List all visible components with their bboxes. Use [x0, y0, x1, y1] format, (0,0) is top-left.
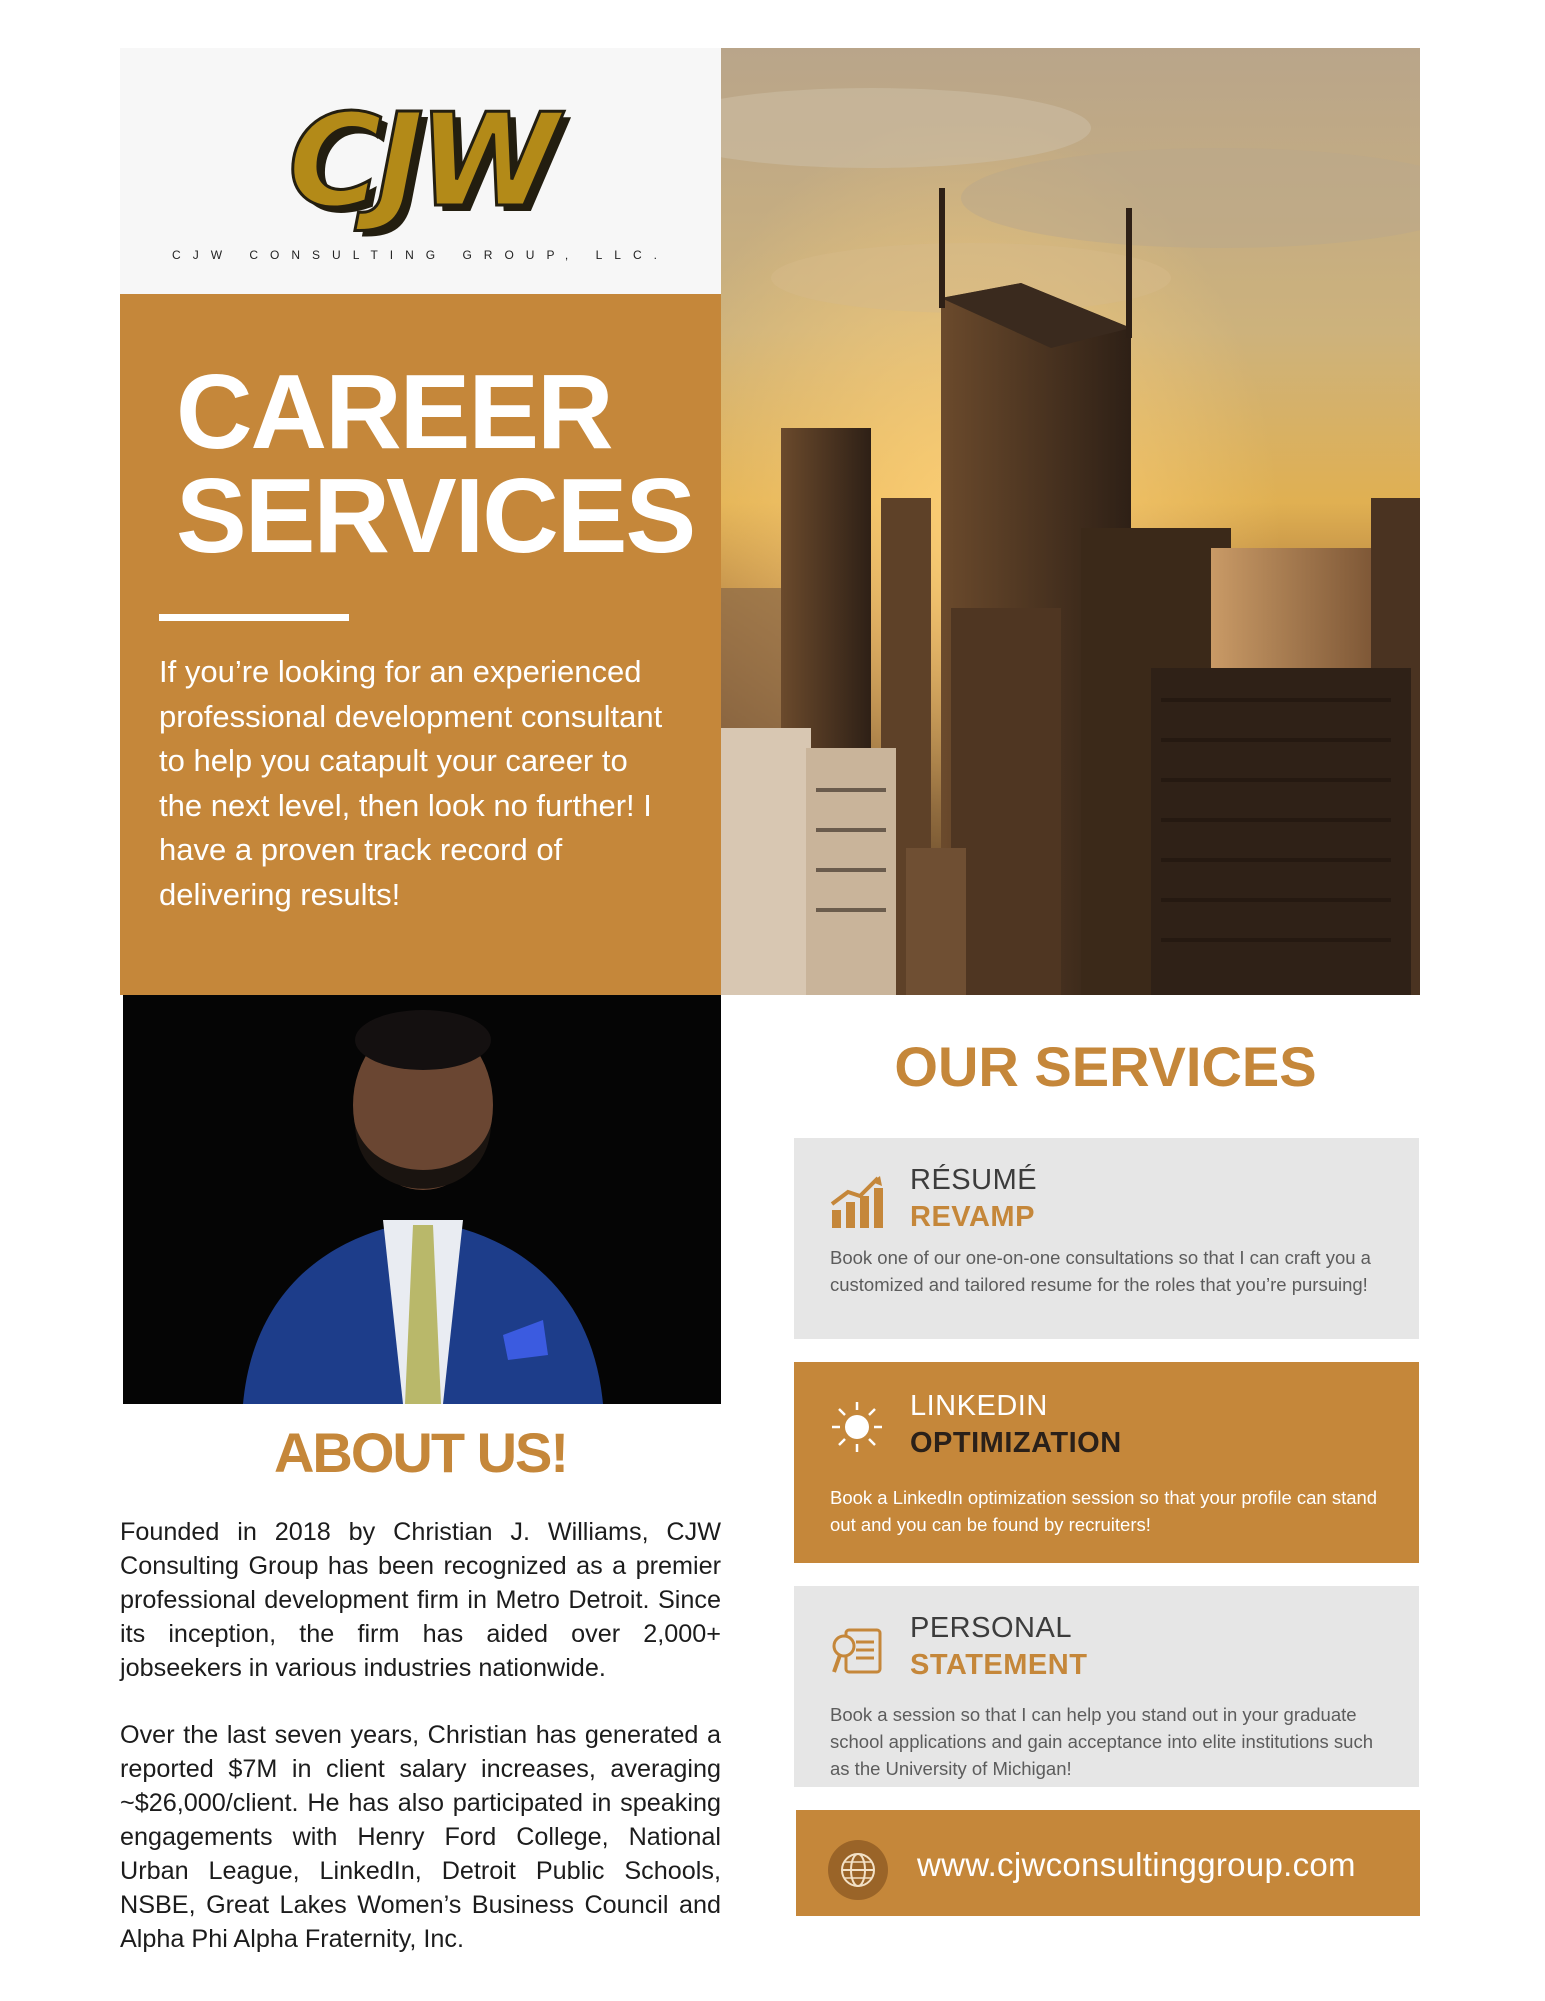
website-link[interactable]: www.cjwconsultinggroup.com: [917, 1846, 1356, 1883]
service-card-linkedin: [794, 1362, 1419, 1563]
sun-icon: [830, 1400, 884, 1454]
service-description: Book a session so that I can help you stand out in your graduate school applications and gain acceptance into elite institutions such as the University of Michigan!: [830, 1704, 1374, 1779]
city-skyline-photo: [721, 48, 1420, 995]
cjw-logo: CJW: [288, 87, 553, 236]
service-title-line1: RÉSUMÉ: [910, 1164, 1038, 1196]
hero-panel: [120, 294, 721, 995]
hero-divider: [159, 614, 349, 621]
globe-icon: [828, 1840, 888, 1900]
service-card-resume: [794, 1138, 1419, 1339]
service-title-line1: LINKEDIN: [910, 1390, 1048, 1422]
hero-title-line2: SERVICES: [176, 457, 695, 575]
about-paragraph-1: Founded in 2018 by Christian J. Williams, CJW Consulting Group has been recognized as a premier professional development firm in Metro Detroit. Since its inception, the firm has aided over 2,000+ jobseekers in various industries nationwide.: [120, 1518, 721, 1682]
hero-title: [176, 353, 716, 575]
hero-title-line1: CAREER: [176, 353, 612, 471]
growth-chart-icon: [830, 1176, 884, 1230]
website-bar[interactable]: [796, 1810, 1420, 1916]
service-title-line2: OPTIMIZATION: [910, 1427, 1122, 1459]
services-heading: OUR SERVICES: [894, 1035, 1317, 1098]
service-description: Book one of our one-on-one consultations so that I can craft you a customized and tailored resume for the roles that you’re pursuing!: [830, 1247, 1371, 1295]
document-search-icon: [830, 1624, 884, 1678]
portrait-illustration: [123, 995, 721, 1404]
service-description: Book a LinkedIn optimization session so that your profile can stand out and you can be found by recruiters!: [830, 1487, 1378, 1535]
service-title-line2: STATEMENT: [910, 1649, 1088, 1681]
skyline-illustration: [721, 48, 1420, 995]
logo-tagline: CJW CONSULTING GROUP, LLC.: [172, 248, 669, 262]
hero-intro-text: If you’re looking for an experienced professional development consultant to help you catapult your career to the next level, then look no further! I have a proven track record of delivering results!: [159, 654, 663, 912]
logo-area: [120, 48, 721, 294]
about-heading: ABOUT US!: [273, 1421, 568, 1484]
service-title-line1: PERSONAL: [910, 1612, 1072, 1644]
founder-portrait-photo: [123, 995, 721, 1404]
about-paragraph-2: Over the last seven years, Christian has generated a reported $7M in client salary increases, averaging ~$26,000/client. He has also participated in speaking engagements with Henry Ford College, National Urban League, LinkedIn, Detroit Public Schools, NSBE, Great Lakes Women’s Business Council and Alpha Phi Alpha Fraternity, Inc.: [120, 1721, 721, 1953]
service-title-line2: REVAMP: [910, 1201, 1035, 1233]
service-card-personal-statement: [794, 1586, 1419, 1787]
